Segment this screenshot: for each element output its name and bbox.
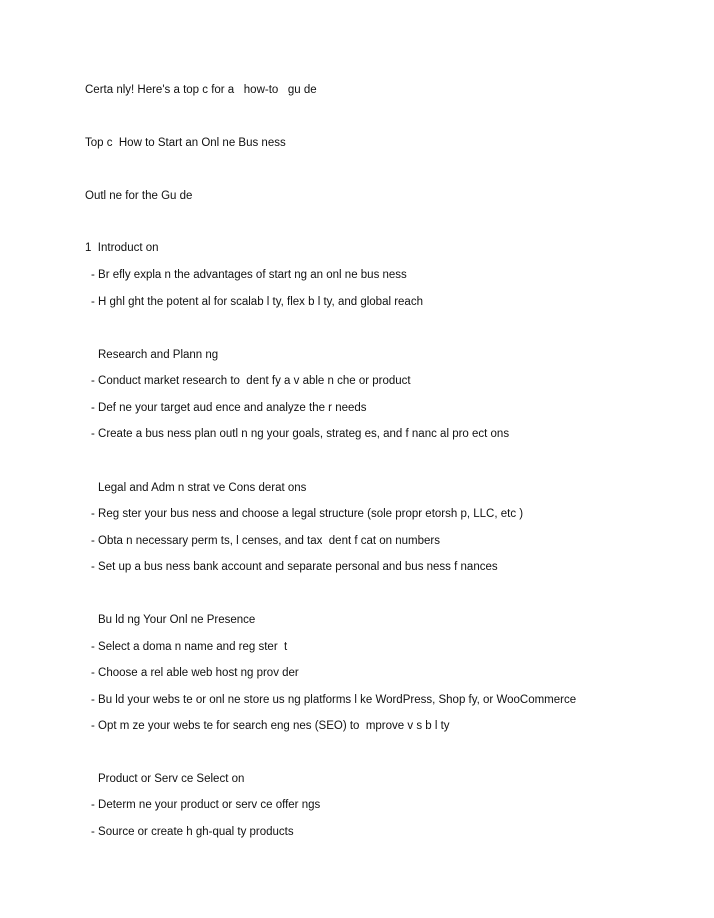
outline-title: Outl ne for the Gu de bbox=[85, 190, 193, 202]
bullet-item: - Choose a rel able web host ng prov der bbox=[91, 667, 299, 679]
bullet-item: - Set up a bus ness bank account and separate personal and bus ness f nances bbox=[91, 561, 498, 573]
bullet-item: - Def ne your target aud ence and analyze the r needs bbox=[91, 402, 367, 414]
section-heading: Research and Plann ng bbox=[98, 349, 219, 361]
bullet-item: - Obta n necessary perm ts, l censes, and tax dent f cat on numbers bbox=[91, 535, 441, 547]
section-heading: Product or Serv ce Select on bbox=[98, 773, 245, 785]
bullet-item: - Select a doma n name and reg ster t bbox=[91, 641, 288, 653]
intro-text: Certa nly! Here's a top c for a how-to gu de bbox=[85, 84, 317, 96]
bullet-item: - Conduct market research to dent fy a v able n che or product bbox=[91, 375, 411, 387]
bullet-item: - Determ ne your product or serv ce offer ngs bbox=[91, 799, 321, 811]
bullet-item: - Bu ld your webs te or onl ne store us ng platforms l ke WordPress, Shop fy, or WooCommerce bbox=[91, 694, 577, 706]
section-heading: Legal and Adm n strat ve Cons derat ons bbox=[98, 482, 307, 494]
bullet-item: - Opt m ze your webs te for search eng nes (SEO) to mprove v s b l ty bbox=[91, 720, 450, 732]
topic-text: Top c How to Start an Onl ne Bus ness bbox=[85, 137, 286, 149]
section-heading: 1 Introduct on bbox=[85, 242, 159, 254]
bullet-item: - Br efly expla n the advantages of start ng an onl ne bus ness bbox=[91, 269, 407, 281]
bullet-item: - Source or create h gh-qual ty products bbox=[91, 826, 294, 838]
bullet-item: - Create a bus ness plan outl n ng your goals, strateg es, and f nanc al pro ect ons bbox=[91, 428, 510, 440]
bullet-item: - Reg ster your bus ness and choose a legal structure (sole propr etorsh p, LLC, etc ) bbox=[91, 508, 524, 520]
bullet-item: - H ghl ght the potent al for scalab l ty, flex b l ty, and global reach bbox=[91, 296, 423, 308]
section-heading: Bu ld ng Your Onl ne Presence bbox=[98, 614, 256, 626]
